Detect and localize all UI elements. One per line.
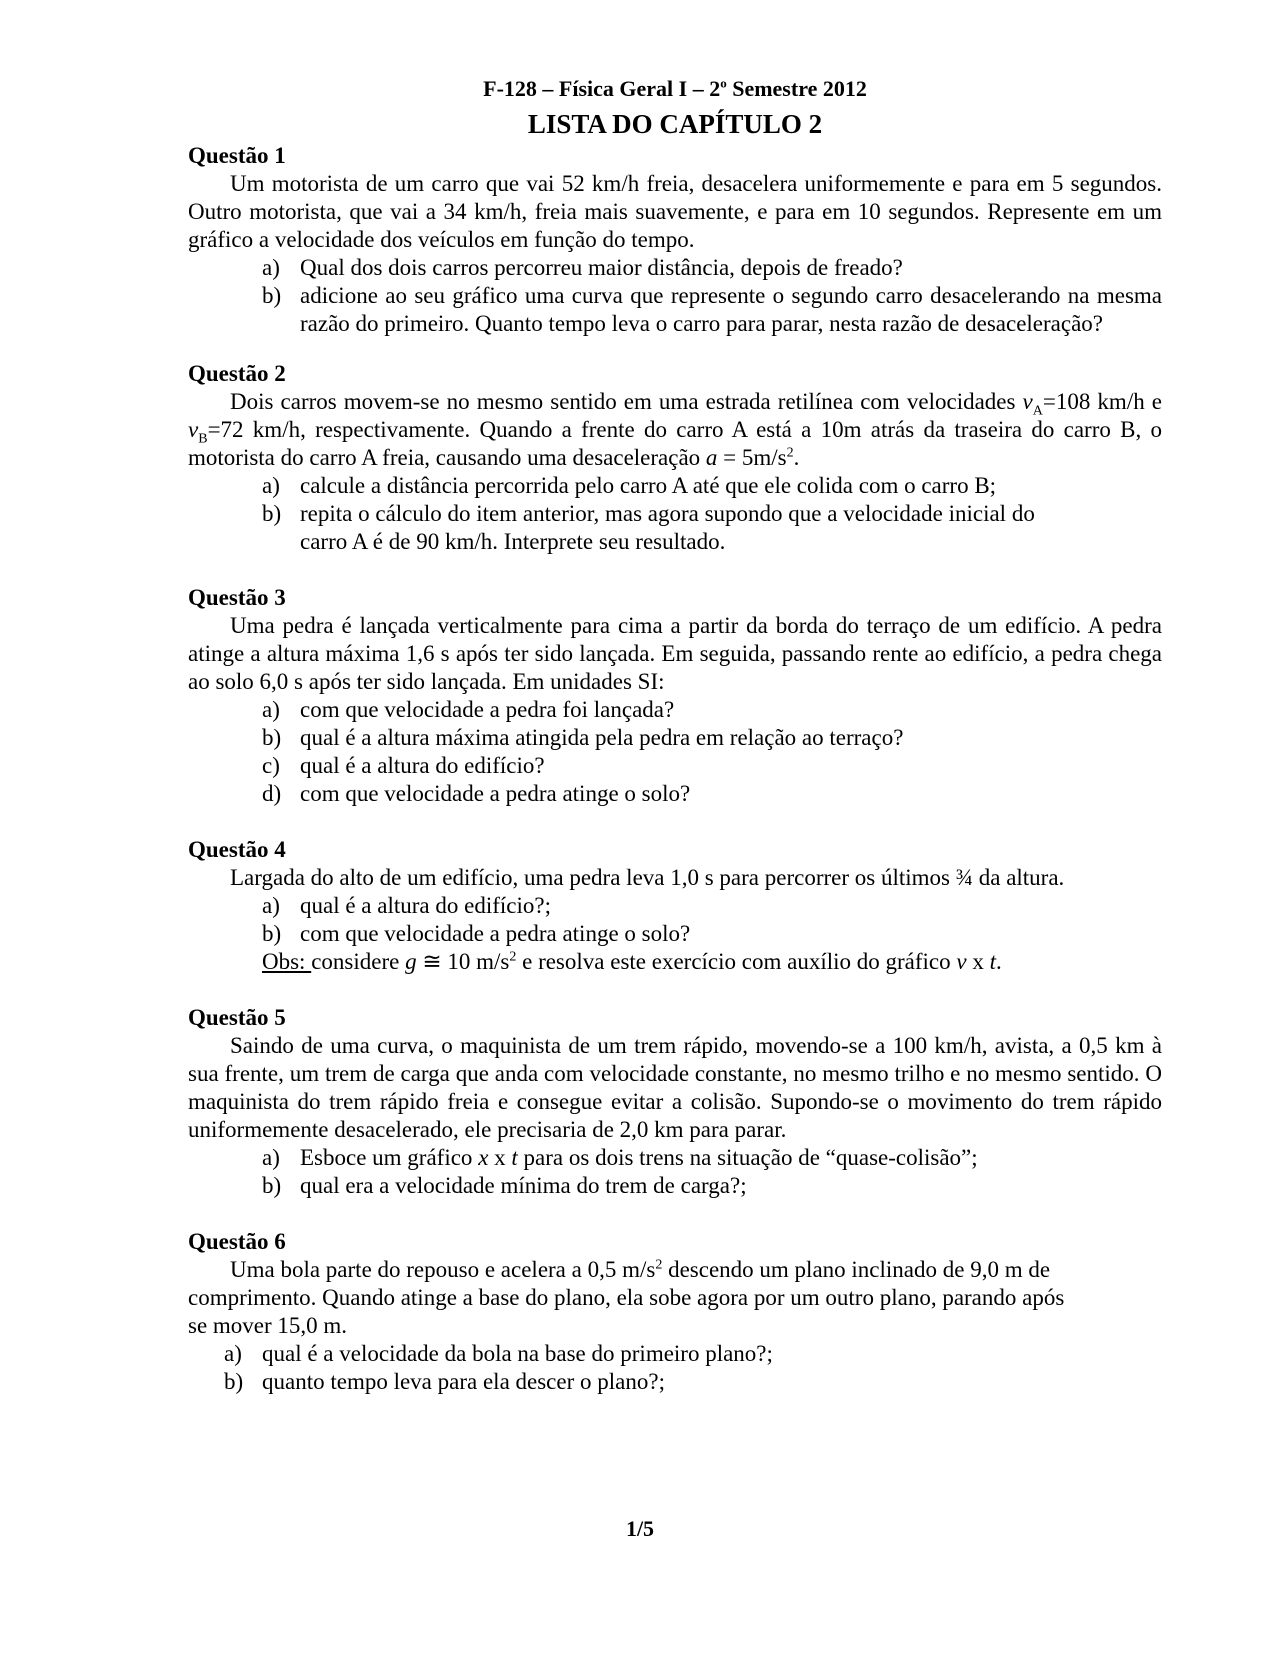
question-statement: Largada do alto de um edifício, uma pedra leva 1,0 s para percorrer os últimos ¾ da altura. bbox=[230, 865, 1065, 890]
item-label: c) bbox=[262, 753, 280, 778]
text-run: x bbox=[488, 1145, 512, 1170]
question-2 bbox=[188, 360, 1162, 556]
item-text: com que velocidade a pedra atinge o solo? bbox=[300, 921, 691, 946]
semester: Semestre 2012 bbox=[726, 76, 867, 101]
text-run: ≅ 10 m/s bbox=[416, 949, 510, 974]
text-run: x bbox=[966, 949, 990, 974]
text-run: . bbox=[995, 949, 1002, 974]
question-1 bbox=[188, 142, 1162, 338]
ordinal-sup: o bbox=[720, 75, 727, 91]
exponent: 2 bbox=[786, 445, 794, 461]
list-item bbox=[262, 282, 1162, 338]
var-t: t bbox=[511, 1145, 518, 1170]
var-v: v bbox=[1022, 389, 1033, 414]
list-item bbox=[224, 1368, 1162, 1396]
item-label: a) bbox=[262, 473, 280, 498]
exponent: 2 bbox=[655, 1257, 663, 1273]
question-items bbox=[188, 696, 1162, 808]
course-name: F-128 – Física Geral I – 2 bbox=[483, 76, 721, 101]
item-text: qual é a velocidade da bola na base do primeiro plano?; bbox=[262, 1341, 773, 1366]
item-text: Qual dos dois carros percorreu maior distância, depois de freado? bbox=[300, 255, 903, 280]
item-label: b) bbox=[262, 921, 282, 946]
question-statement bbox=[188, 1256, 1068, 1340]
question-heading: Questão 6 bbox=[188, 1229, 286, 1254]
text-run: . bbox=[793, 445, 800, 470]
item-text: adicione ao seu gráfico uma curva que represente o segundo carro desacelerando na mesma razão do primeiro. Quanto tempo leva o carro para parar, nesta razão de desaceleração? bbox=[300, 283, 1162, 336]
item-label: a) bbox=[262, 697, 280, 722]
var-g: g bbox=[405, 949, 417, 974]
sub-b: B bbox=[198, 431, 208, 447]
text-run: e resolva este exercício com auxílio do gráfico bbox=[516, 949, 957, 974]
question-3 bbox=[188, 584, 1162, 808]
item-text: qual era a velocidade mínima do trem de carga?; bbox=[300, 1173, 747, 1198]
item-label: b) bbox=[262, 283, 282, 308]
question-statement: Um motorista de um carro que vai 52 km/h freia, desacelera uniformemente e para em 5 segundos. Outro motorista, que vai a 34 km/h, freia mais suavemente, e para em 10 segundos. Represente em um gráfico a velocidade dos veículos em função do tempo. bbox=[188, 171, 1162, 252]
item-label: b) bbox=[262, 501, 282, 526]
question-items bbox=[188, 1144, 1162, 1200]
sub-a: A bbox=[1032, 403, 1043, 419]
question-heading: Questão 5 bbox=[188, 1005, 286, 1030]
question-4 bbox=[188, 836, 1162, 976]
item-label: a) bbox=[262, 893, 280, 918]
item-text: qual é a altura do edifício?; bbox=[300, 893, 551, 918]
text-run: Uma bola parte do repouso e acelera a 0,5 m/s bbox=[230, 1257, 656, 1282]
item-label: b) bbox=[262, 1173, 282, 1198]
var-t: t bbox=[989, 949, 996, 974]
question-statement: Saindo de uma curva, o maquinista de um trem rápido, movendo-se a 100 km/h, avista, a 0,5 km à sua frente, um trem de carga que anda com velocidade constante, no mesmo trilho e no mesmo sentido. O maquinista do trem rápido freia e consegue evitar a colisão. Supondo-se o movimento do trem rápido uniformemente desacelerado, ele precisaria de 2,0 km para parar. bbox=[188, 1033, 1162, 1142]
list-item bbox=[224, 1340, 1162, 1368]
page-number: 1/5 bbox=[625, 1516, 655, 1541]
question-heading: Questão 3 bbox=[188, 585, 286, 610]
list-item bbox=[262, 780, 1162, 808]
item-label: a) bbox=[224, 1341, 242, 1366]
text-run: = 5m/s bbox=[717, 445, 787, 470]
question-items bbox=[188, 254, 1162, 338]
question-6 bbox=[188, 1228, 1162, 1396]
document-body bbox=[188, 74, 1162, 1396]
item-text: com que velocidade a pedra atinge o solo? bbox=[300, 781, 691, 806]
text-run: =108 km/h e bbox=[1042, 389, 1162, 414]
list-item bbox=[262, 254, 1162, 282]
item-label: a) bbox=[262, 255, 280, 280]
observation bbox=[188, 948, 1162, 976]
item-text: qual é a altura máxima atingida pela pedra em relação ao terraço? bbox=[300, 725, 904, 750]
text-run: considere bbox=[311, 949, 406, 974]
var-x: x bbox=[478, 1145, 489, 1170]
list-item bbox=[262, 696, 1162, 724]
question-items bbox=[188, 472, 1162, 556]
question-items bbox=[188, 892, 1162, 948]
question-items bbox=[188, 1340, 1162, 1396]
question-5 bbox=[188, 1004, 1162, 1200]
item-text: repita o cálculo do item anterior, mas agora supondo que a velocidade inicial do carro A é de 90 km/h. Interprete seu resultado. bbox=[300, 501, 1035, 554]
item-text bbox=[300, 1144, 1162, 1172]
course-header bbox=[188, 74, 1162, 104]
list-item bbox=[262, 1144, 1162, 1172]
var-a: a bbox=[705, 445, 718, 470]
var-v: v bbox=[188, 417, 199, 442]
list-item bbox=[262, 1172, 1162, 1200]
var-v: v bbox=[956, 949, 967, 974]
obs-label: Obs: bbox=[262, 949, 312, 974]
list-item bbox=[262, 500, 1058, 556]
item-label: a) bbox=[262, 1145, 280, 1170]
text-run: =72 km/h, respectivamente. Quando a frente do carro A está a 10m atrás da traseira do carro B, o motorista do carro A freia, causando uma desaceleração bbox=[188, 417, 1162, 470]
list-item bbox=[262, 724, 1162, 752]
list-item bbox=[262, 892, 1162, 920]
text-run: descendo um plano inclinado de 9,0 m de comprimento. Quando atinge a base do plano, ela sobe agora por um outro plano, parando após se mover 15,0 m. bbox=[188, 1257, 1065, 1338]
question-heading: Questão 1 bbox=[188, 143, 286, 168]
exponent: 2 bbox=[509, 949, 517, 965]
question-statement: Uma pedra é lançada verticalmente para cima a partir da borda do terraço de um edifício. A pedra atinge a altura máxima 1,6 s após ter sido lançada. Em seguida, passando rente ao edifício, a pedra chega ao solo 6,0 s após ter sido lançada. Em unidades SI: bbox=[188, 613, 1162, 694]
text-run: Dois carros movem-se no mesmo sentido em uma estrada retilínea com velocidades bbox=[230, 389, 1023, 414]
question-heading: Questão 4 bbox=[188, 837, 286, 862]
item-text: calcule a distância percorrida pelo carro A até que ele colida com o carro B; bbox=[300, 473, 997, 498]
item-text: com que velocidade a pedra foi lançada? bbox=[300, 697, 675, 722]
question-statement bbox=[188, 388, 1162, 472]
page-title: LISTA DO CAPÍTULO 2 bbox=[527, 109, 823, 139]
text-run: para os dois trens na situação de “quase-colisão”; bbox=[517, 1145, 978, 1170]
item-label: b) bbox=[224, 1369, 244, 1394]
item-label: d) bbox=[262, 781, 282, 806]
list-item bbox=[262, 920, 1162, 948]
text-run: Esboce um gráfico bbox=[300, 1145, 479, 1170]
list-item bbox=[262, 472, 1162, 500]
item-label: b) bbox=[262, 725, 282, 750]
item-text: quanto tempo leva para ela descer o plano?; bbox=[262, 1369, 665, 1394]
list-item bbox=[262, 752, 1162, 780]
item-text: qual é a altura do edifício? bbox=[300, 753, 545, 778]
question-heading: Questão 2 bbox=[188, 361, 286, 386]
